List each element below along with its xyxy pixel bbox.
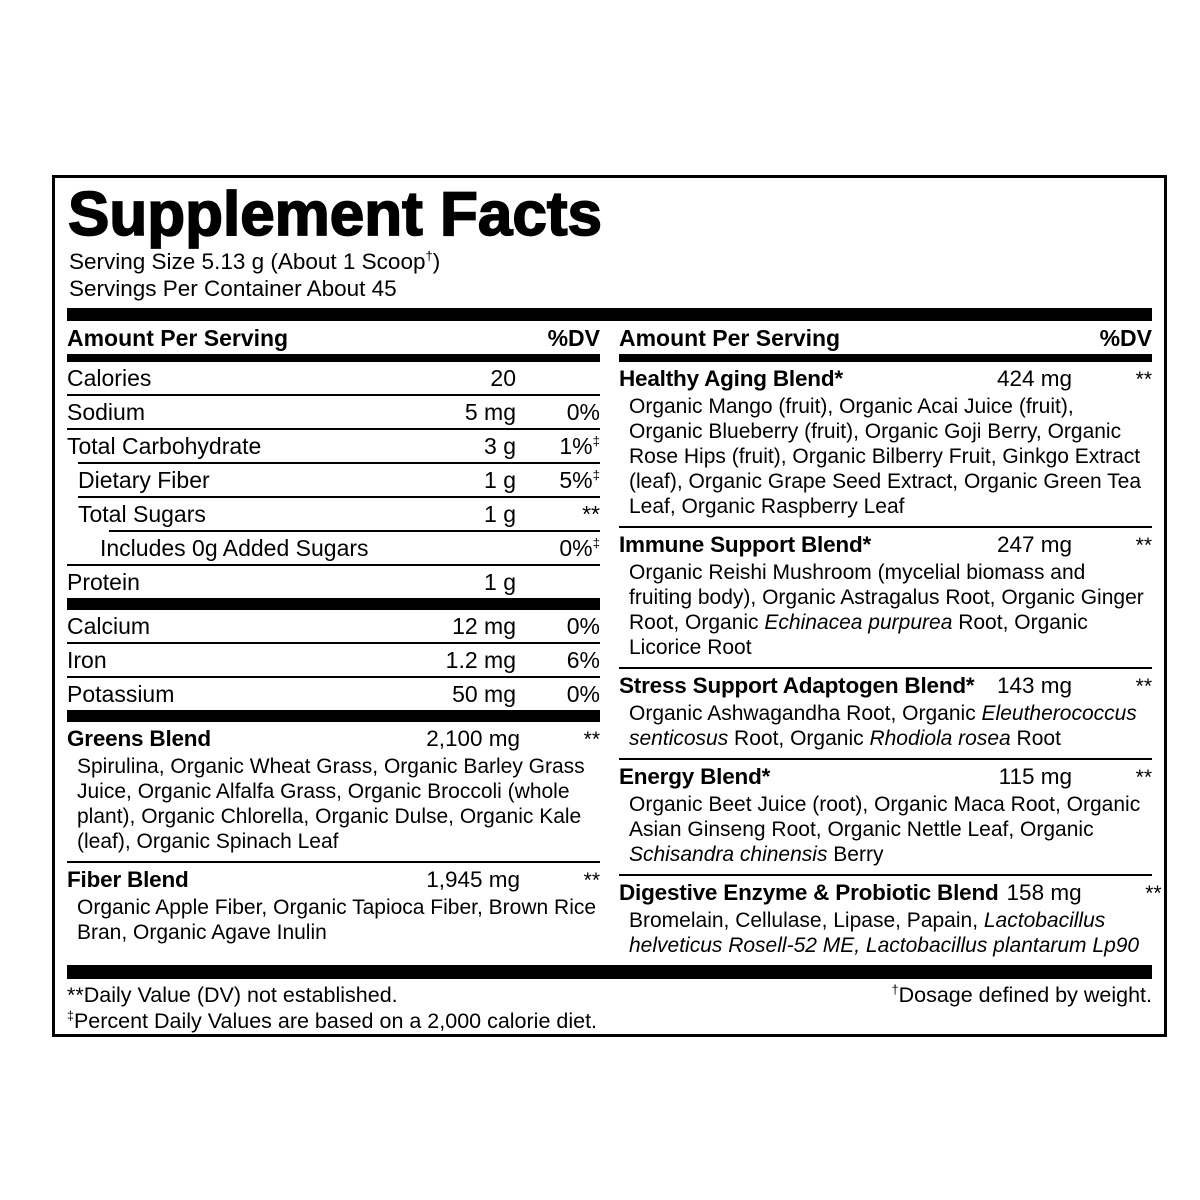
blend-dv: **	[1135, 534, 1152, 558]
blend-amount: 424 mg	[996, 366, 1072, 392]
blend-header	[619, 880, 1162, 906]
blend-name: Healthy Aging Blend*	[619, 366, 843, 392]
nutrient-amount: 3 g	[484, 433, 516, 460]
footnote-dosage: †Dosage defined by weight.	[891, 983, 1152, 1008]
blend-amount: 247 mg	[996, 532, 1072, 558]
blend-dv: **	[583, 869, 600, 893]
nutrient-row-protein	[67, 566, 600, 598]
nutrient-amount: 50 mg	[452, 681, 516, 708]
blend-dv: **	[1135, 368, 1152, 392]
nutrient-dv: **	[582, 501, 600, 528]
nutrient-row-potassium	[67, 678, 600, 710]
facts-columns	[67, 321, 1162, 965]
nutrient-label: Sodium	[67, 399, 145, 426]
nutrient-dv: 5%‡	[559, 467, 600, 494]
nutrient-label: Total Sugars	[78, 501, 206, 528]
blend-healthy-aging	[619, 362, 1152, 526]
nutrient-amount: 5 mg	[464, 399, 516, 426]
nutrient-row-total-carbohydrate	[67, 430, 600, 462]
blend-dv: **	[1135, 766, 1152, 790]
blend-name: Digestive Enzyme & Probiotic Blend	[619, 880, 999, 906]
footnotes-left	[67, 982, 597, 1034]
nutrient-row-sodium	[67, 396, 600, 428]
nutrient-amount: 12 mg	[452, 613, 516, 640]
nutrient-dv: 1%‡	[559, 433, 600, 460]
nutrient-row-total-sugars	[67, 498, 600, 530]
nutrient-amount: 1 g	[484, 467, 516, 494]
panel-title: Supplement Facts	[68, 180, 602, 249]
nutrient-row-calories	[67, 362, 600, 394]
left-column	[67, 321, 600, 965]
divider	[619, 354, 1152, 362]
blend-ingredients: Organic Apple Fiber, Organic Tapioca Fiber, Brown Rice Bran, Organic Agave Inulin	[77, 896, 597, 945]
footnote-percent-dv: ‡Percent Daily Values are based on a 2,000 calorie diet.	[67, 1009, 598, 1034]
serving-size: Serving Size 5.13 g (About 1 Scoop†)	[69, 248, 441, 275]
right-column-header	[619, 321, 1152, 354]
blend-amount: 1,945 mg	[426, 867, 520, 893]
blend-amount: 158 mg	[1006, 880, 1082, 906]
divider-bottom-thick-bar	[67, 965, 1152, 979]
blend-ingredients: Bromelain, Cellulase, Lipase, Papain, Lactobacillus helveticus Rosell-52 ME, Lactobacillus plantarum Lp90	[629, 909, 1140, 958]
nutrient-amount: 20	[490, 365, 516, 392]
nutrient-amount: 1.2 mg	[445, 647, 516, 674]
nutrient-label: Includes 0g Added Sugars	[100, 535, 369, 562]
nutrient-amount: 1 g	[484, 569, 516, 596]
blend-header	[67, 867, 600, 893]
blend-name: Fiber Blend	[67, 867, 189, 893]
blend-name: Greens Blend	[67, 726, 211, 752]
blend-header	[619, 532, 1152, 558]
nutrient-label: Potassium	[67, 681, 175, 708]
nutrient-amount: 1 g	[484, 501, 516, 528]
nutrient-row-iron	[67, 644, 600, 676]
nutrient-label: Total Carbohydrate	[67, 433, 262, 460]
nutrient-row-calcium	[67, 610, 600, 642]
blend-header	[619, 764, 1152, 790]
blend-dv: **	[1135, 675, 1152, 699]
divider	[67, 354, 600, 362]
blend-name: Energy Blend*	[619, 764, 771, 790]
nutrient-label: Protein	[67, 569, 140, 596]
blend-name: Stress Support Adaptogen Blend*	[619, 673, 975, 699]
supplement-facts-panel	[52, 175, 1167, 1037]
footnotes	[67, 979, 1152, 1034]
nutrient-label: Calcium	[67, 613, 151, 640]
nutrient-dv: 0%	[566, 399, 600, 426]
left-column-header	[67, 321, 600, 354]
blend-header	[619, 673, 1152, 699]
blend-immune-support	[619, 528, 1152, 667]
amount-per-serving-heading: Amount Per Serving	[619, 325, 841, 352]
blend-dv: **	[583, 728, 600, 752]
blend-dv: **	[1145, 882, 1162, 906]
amount-per-serving-heading: Amount Per Serving	[67, 325, 289, 352]
divider-thick-bar	[67, 710, 600, 722]
blend-energy	[619, 760, 1152, 874]
footnote-dv-not-established: **Daily Value (DV) not established.	[67, 983, 398, 1008]
nutrient-dv: 6%	[566, 647, 600, 674]
nutrient-label: Calories	[67, 365, 152, 392]
blend-greens	[67, 722, 600, 861]
right-column	[619, 321, 1162, 965]
blend-header	[67, 726, 600, 752]
nutrient-dv: 0%	[566, 681, 600, 708]
blend-ingredients: Organic Mango (fruit), Organic Acai Juice (fruit), Organic Blueberry (fruit), Organic Goji Berry, Organic Rose Hips (fruit), Organic Bilberry Fruit, Ginkgo Extract (leaf), Organic Grape Seed Extract, Organic Green Tea Leaf, Organic Raspberry Leaf	[629, 395, 1142, 519]
blend-amount: 143 mg	[996, 673, 1072, 699]
nutrient-dv: 0%‡	[559, 535, 600, 562]
blend-amount: 115 mg	[998, 764, 1072, 790]
blend-header	[619, 366, 1152, 392]
blend-ingredients: Organic Ashwagandha Root, Organic Eleutherococcus senticosus Root, Organic Rhodiola rosea Root	[629, 702, 1137, 751]
blend-ingredients: Organic Reishi Mushroom (mycelial biomass and fruiting body), Organic Astragalus Root, Organic Ginger Root, Organic Echinacea purpurea Root, Organic Licorice Root	[629, 561, 1144, 660]
nutrient-row-dietary-fiber	[67, 464, 600, 496]
blend-stress-support	[619, 669, 1152, 758]
nutrient-dv: 0%	[566, 613, 600, 640]
nutrient-label: Dietary Fiber	[78, 467, 210, 494]
blend-ingredients: Spirulina, Organic Wheat Grass, Organic Barley Grass Juice, Organic Alfalfa Grass, Organic Broccoli (whole plant), Organic Chlorella, Organic Dulse, Organic Kale (leaf), Organic Spinach Leaf	[77, 755, 585, 854]
servings-per-container: Servings Per Container About 45	[69, 276, 397, 302]
nutrient-label: Iron	[67, 647, 107, 674]
blend-amount: 2,100 mg	[426, 726, 520, 752]
percent-dv-heading: %DV	[547, 325, 600, 352]
percent-dv-heading: %DV	[1099, 325, 1152, 352]
divider-top-thick-bar	[67, 308, 1152, 321]
nutrient-row-added-sugars	[67, 532, 600, 564]
blend-digestive-enzyme-probiotic	[619, 876, 1162, 965]
divider-thick-bar	[67, 598, 600, 610]
blend-ingredients: Organic Beet Juice (root), Organic Maca Root, Organic Asian Ginseng Root, Organic Nettle Leaf, Organic Schisandra chinensis Berry	[629, 793, 1141, 867]
blend-name: Immune Support Blend*	[619, 532, 872, 558]
blend-fiber	[67, 863, 600, 952]
